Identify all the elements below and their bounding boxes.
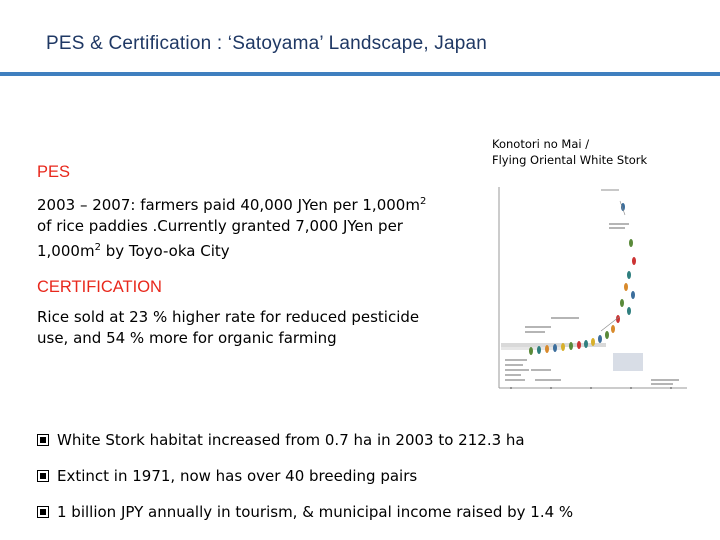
stork-population-figure xyxy=(491,183,691,405)
certification-line-2: use, and 54 % more for organic farming xyxy=(37,329,337,347)
pes-heading: PES xyxy=(37,163,71,181)
bullet-text: White Stork habitat increased from 0.7 ha in 2003 to 212.3 ha xyxy=(57,431,525,449)
bullet-item xyxy=(37,466,707,502)
certification-heading: CERTIFICATION xyxy=(37,278,162,296)
checkbox-bullet-icon xyxy=(37,434,49,446)
bullet-list xyxy=(37,430,707,538)
pes-line-1: 2003 – 2007: farmers paid 40,000 JYen per 1,000m xyxy=(37,196,420,214)
figure-caption xyxy=(492,136,647,168)
bullet-item xyxy=(37,430,707,466)
caption-line-2: Flying Oriental White Stork xyxy=(492,153,648,167)
caption-line-1: Konotori no Mai / xyxy=(492,137,590,151)
certification-text xyxy=(37,307,487,349)
pes-line-3-start: 1,000m xyxy=(37,242,95,260)
title-underline xyxy=(0,72,720,76)
bullet-text: Extinct in 1971, now has over 40 breeding pairs xyxy=(57,467,418,485)
checkbox-bullet-icon xyxy=(37,506,49,518)
pes-text xyxy=(37,191,487,262)
pes-line-2: of rice paddies .Currently granted 7,000 JYen per xyxy=(37,217,403,235)
pes-line-3-end: by Toyo-oka City xyxy=(100,242,230,260)
checkbox-bullet-icon xyxy=(37,470,49,482)
certification-line-1: Rice sold at 23 % higher rate for reduced pesticide xyxy=(37,308,420,326)
pes-line-3-superscript: 2 xyxy=(94,242,101,253)
page-title: PES & Certification : ‘Satoyama’ Landscape, Japan xyxy=(46,33,488,54)
bullet-item xyxy=(37,502,707,538)
bullet-text: 1 billion JPY annually in tourism, & municipal income raised by 1.4 % xyxy=(57,503,574,521)
pes-line-1-superscript: 2 xyxy=(419,196,427,207)
